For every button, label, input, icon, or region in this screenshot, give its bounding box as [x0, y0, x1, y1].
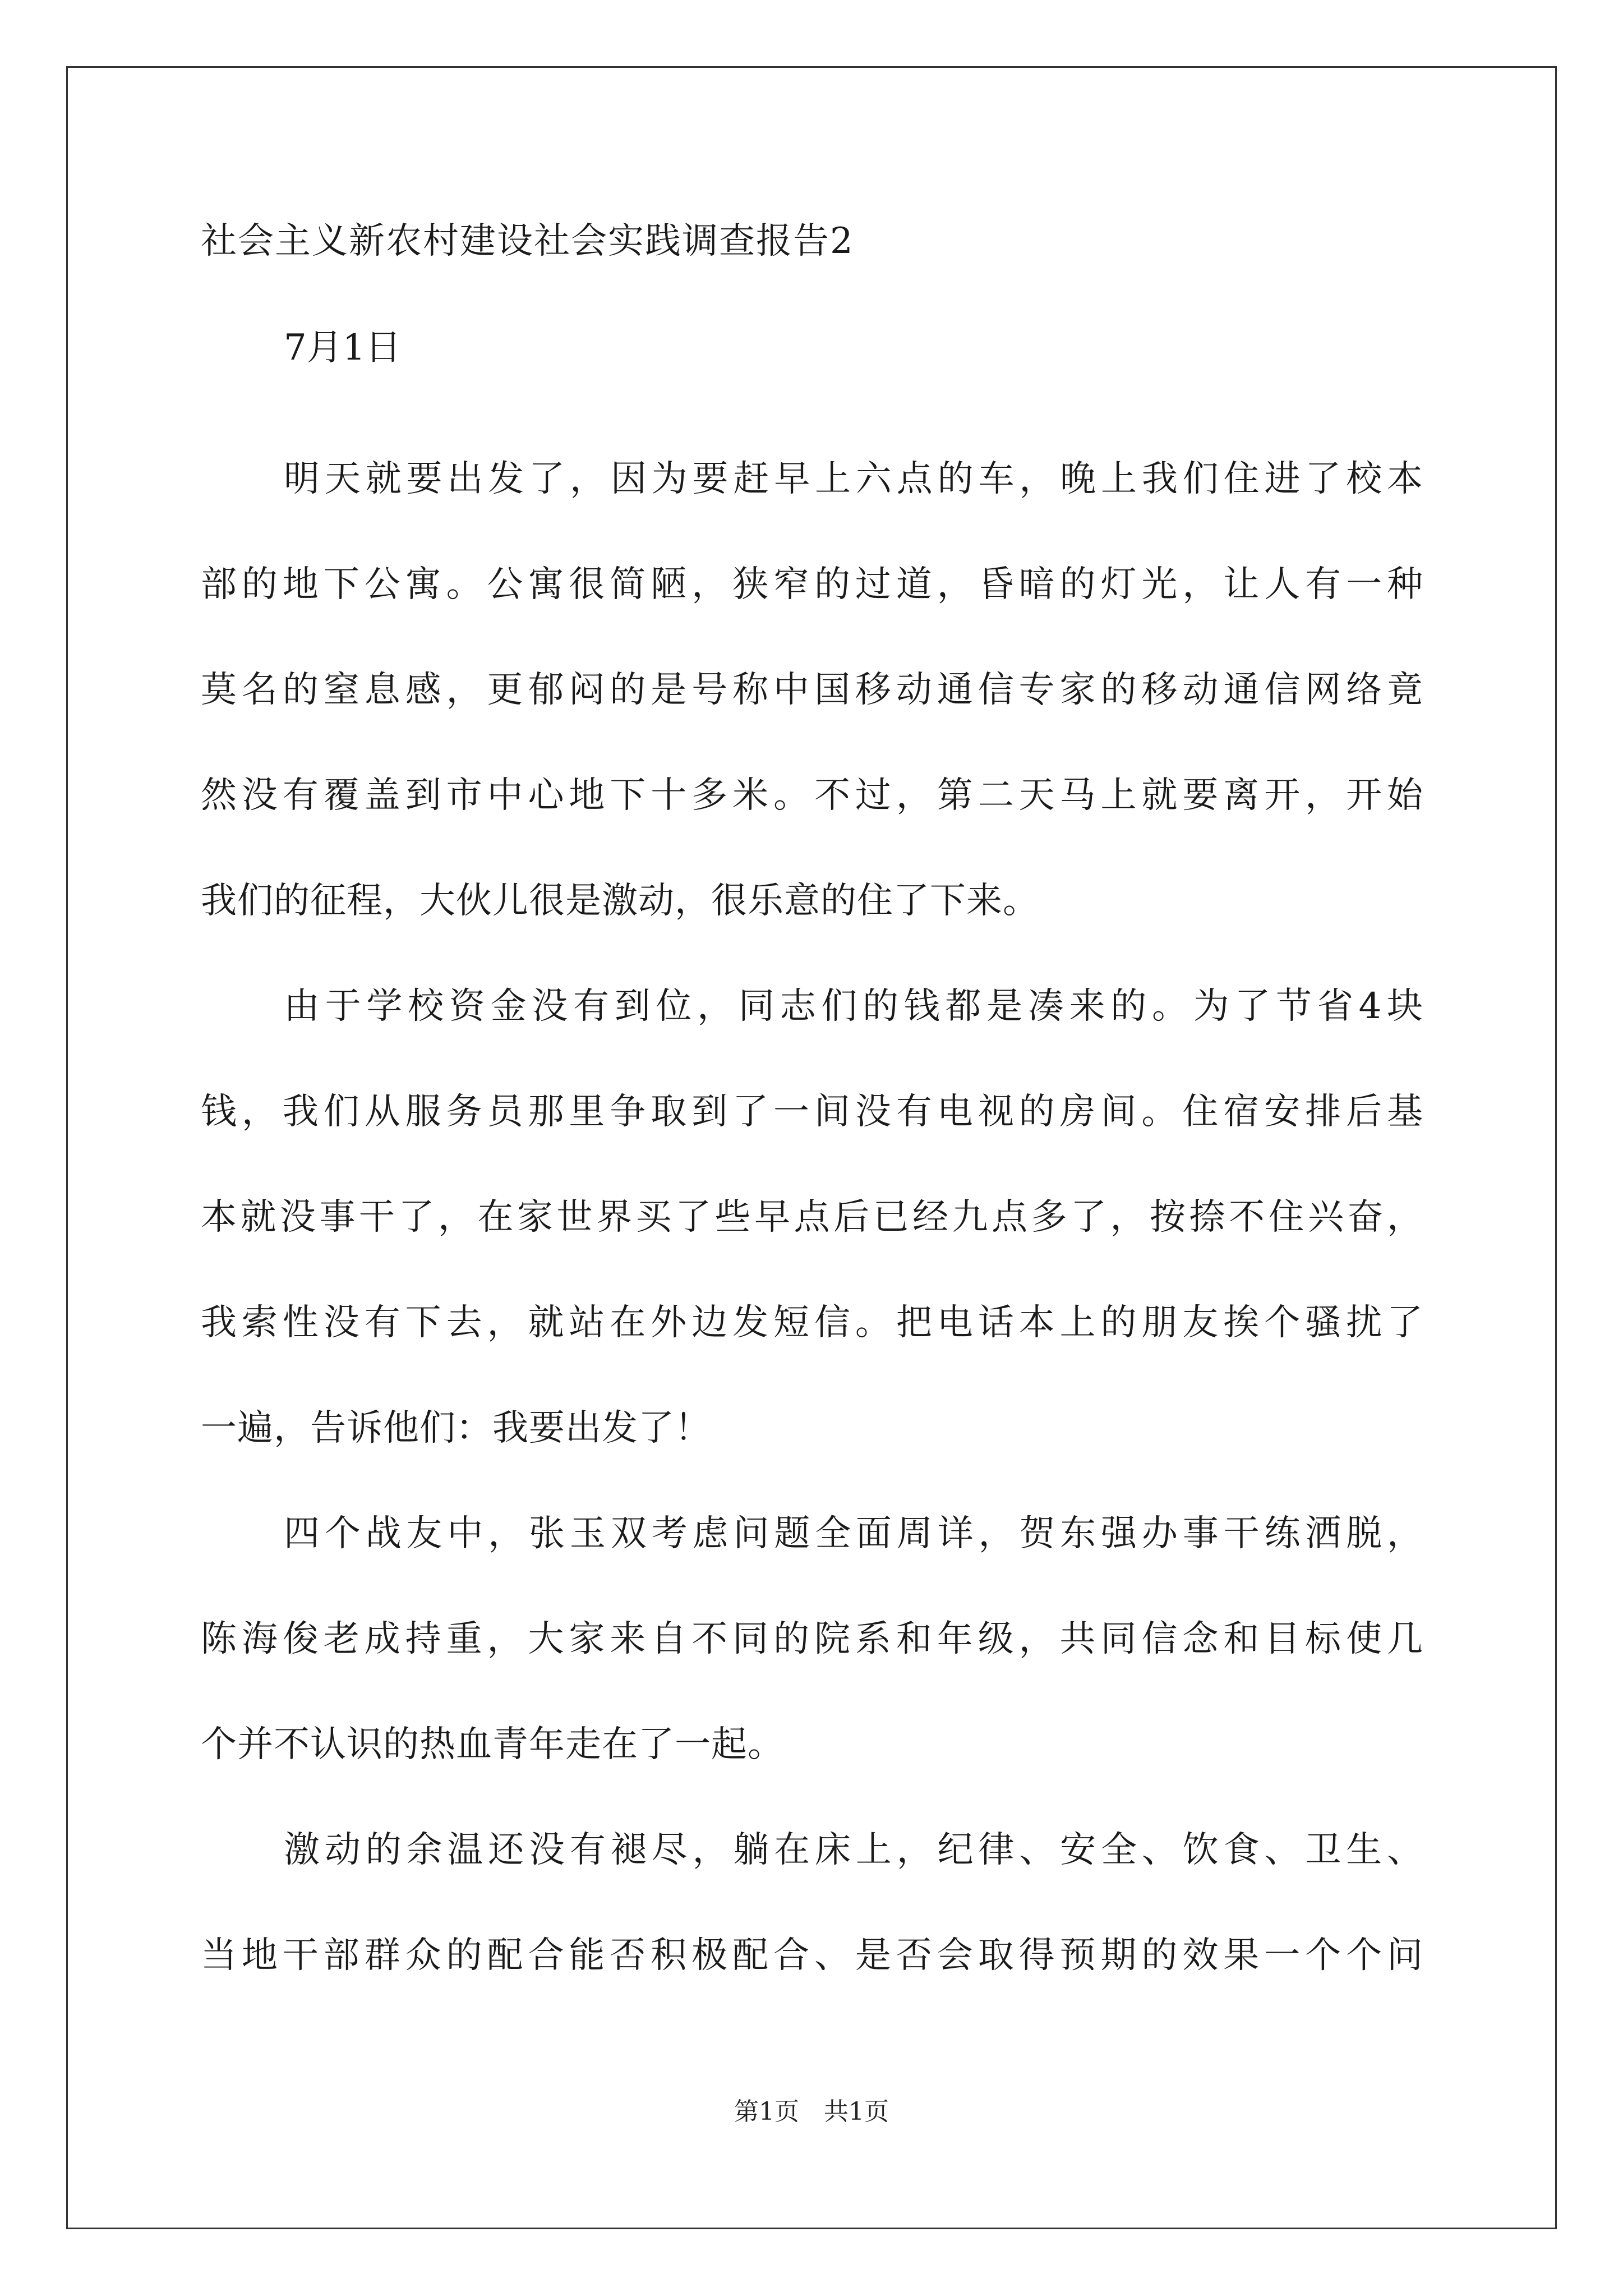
document-title: 社会主义新农村建设社会实践调查报告2	[201, 220, 854, 262]
paragraph-line: 当地干部群众的配合能否积极配合、是否会取得预期的效果一个个问	[201, 1935, 1423, 1976]
paragraph-line: 然没有覆盖到市中心地下十多米。不过，第二天马上就要离开，开始	[201, 775, 1423, 816]
paragraph-1	[201, 426, 1423, 954]
paragraph-line: 我索性没有下去，就站在外边发短信。把电话本上的朋友挨个骚扰了	[201, 1302, 1423, 1343]
paragraph-line: 陈海俊老成持重，大家来自不同的院系和年级，共同信念和目标使几	[201, 1618, 1423, 1660]
paragraph-line: 四个战友中，张玉双考虑问题全面周详，贺东强办事干练洒脱，	[284, 1513, 1423, 1554]
paragraph-line: 部的地下公寓。公寓很简陋，狭窄的过道，昏暗的灯光，让人有一种	[201, 564, 1423, 605]
paragraph-line: 钱，我们从服务员那里争取到了一间没有电视的房间。住宿安排后基	[201, 1091, 1423, 1133]
paragraph-line: 个并不认识的热血青年走在了一起。	[201, 1724, 784, 1765]
paragraph-line: 我们的征程，大伙儿很是激动，很乐意的住了下来。	[201, 880, 1039, 922]
paragraph-line: 一遍，告诉他们：我要出发了！	[201, 1407, 711, 1449]
paragraph-3	[201, 1481, 1423, 1797]
paragraph-4	[201, 1797, 1423, 2008]
paragraph-2	[201, 954, 1423, 1481]
page-number: 第1页	[734, 2097, 799, 2126]
document-body	[201, 213, 1423, 2008]
diary-date: 7月1日	[284, 327, 402, 369]
page-footer	[0, 2095, 1623, 2129]
paragraph-line: 明天就要出发了，因为要赶早上六点的车，晚上我们住进了校本	[284, 458, 1423, 500]
paragraph-line: 由于学校资金没有到位，同志们的钱都是凑来的。为了节省4块	[284, 986, 1423, 1027]
paragraph-line: 激动的余温还没有褪尽，躺在床上，纪律、安全、饮食、卫生、	[284, 1829, 1423, 1871]
paragraph-line: 莫名的窒息感，更郁闷的是号称中国移动通信专家的移动通信网络竟	[201, 669, 1423, 711]
page-count: 共1页	[824, 2097, 889, 2126]
paragraph-line: 本就没事干了，在家世界买了些早点后已经九点多了，按捺不住兴奋，	[201, 1197, 1423, 1238]
